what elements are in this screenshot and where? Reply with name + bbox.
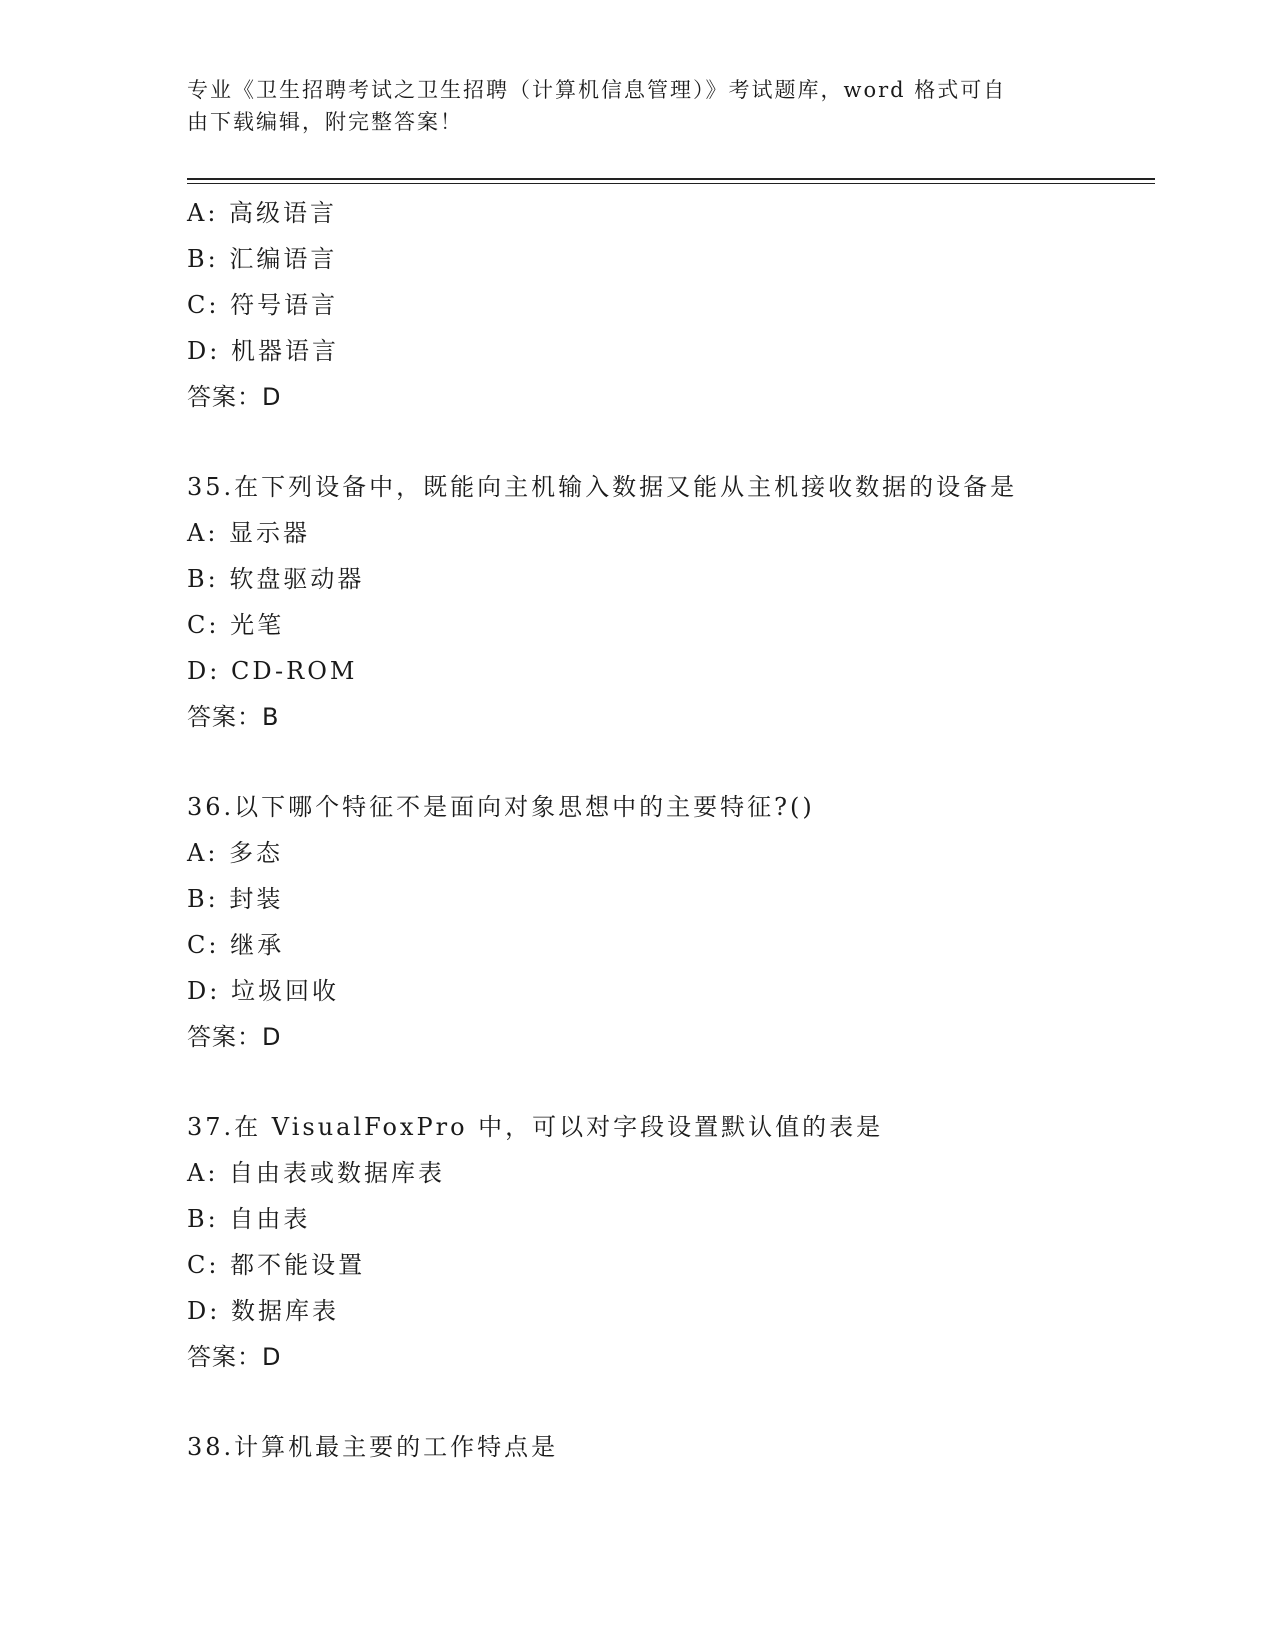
question-text: 37.在 VisualFoxPro 中，可以对字段设置默认值的表是 [187,1113,884,1141]
answer-option: A: 高级语言 [187,199,338,227]
header-divider [187,178,1155,180]
answer-option: C: 都不能设置 [187,1251,366,1279]
answer-option: D: 机器语言 [187,337,339,365]
header-divider-thin [187,183,1155,184]
answer-option: D: 垃圾回收 [187,977,339,1005]
answer-option: A: 显示器 [187,519,311,547]
answer-option: B: 自由表 [187,1205,311,1233]
answer-key: 答案：D [187,1023,282,1051]
answer-option: D: 数据库表 [187,1297,339,1325]
answer-option: B: 封装 [187,885,284,913]
answer-key: 答案：D [187,1343,282,1371]
answer-option: C: 光笔 [187,611,285,639]
question-text: 36.以下哪个特征不是面向对象思想中的主要特征?() [187,793,815,821]
header-line-2: 由下载编辑，附完整答案！ [187,110,463,134]
answer-key: 答案：D [187,383,282,411]
header-line-1: 专业《卫生招聘考试之卫生招聘（计算机信息管理）》考试题库，word 格式可自 [187,78,1007,102]
answer-option: B: 汇编语言 [187,245,338,273]
question-block [187,464,1155,740]
answer-key: 答案：B [187,703,280,731]
answer-option: C: 符号语言 [187,291,339,319]
document-header [187,74,1067,138]
question-block [187,190,1155,420]
question-block [187,1104,1155,1380]
answer-option: A: 自由表或数据库表 [187,1159,446,1187]
answer-option: C: 继承 [187,931,285,959]
question-text: 38.计算机最主要的工作特点是 [187,1433,559,1461]
answer-option: B: 软盘驱动器 [187,565,365,593]
question-block [187,784,1155,1060]
question-block [187,1424,1155,1470]
question-text: 35.在下列设备中，既能向主机输入数据又能从主机接收数据的设备是 [187,473,1018,501]
answer-option: A: 多态 [187,839,284,867]
answer-option: D: CD-ROM [187,657,358,685]
question-list [187,190,1155,1470]
